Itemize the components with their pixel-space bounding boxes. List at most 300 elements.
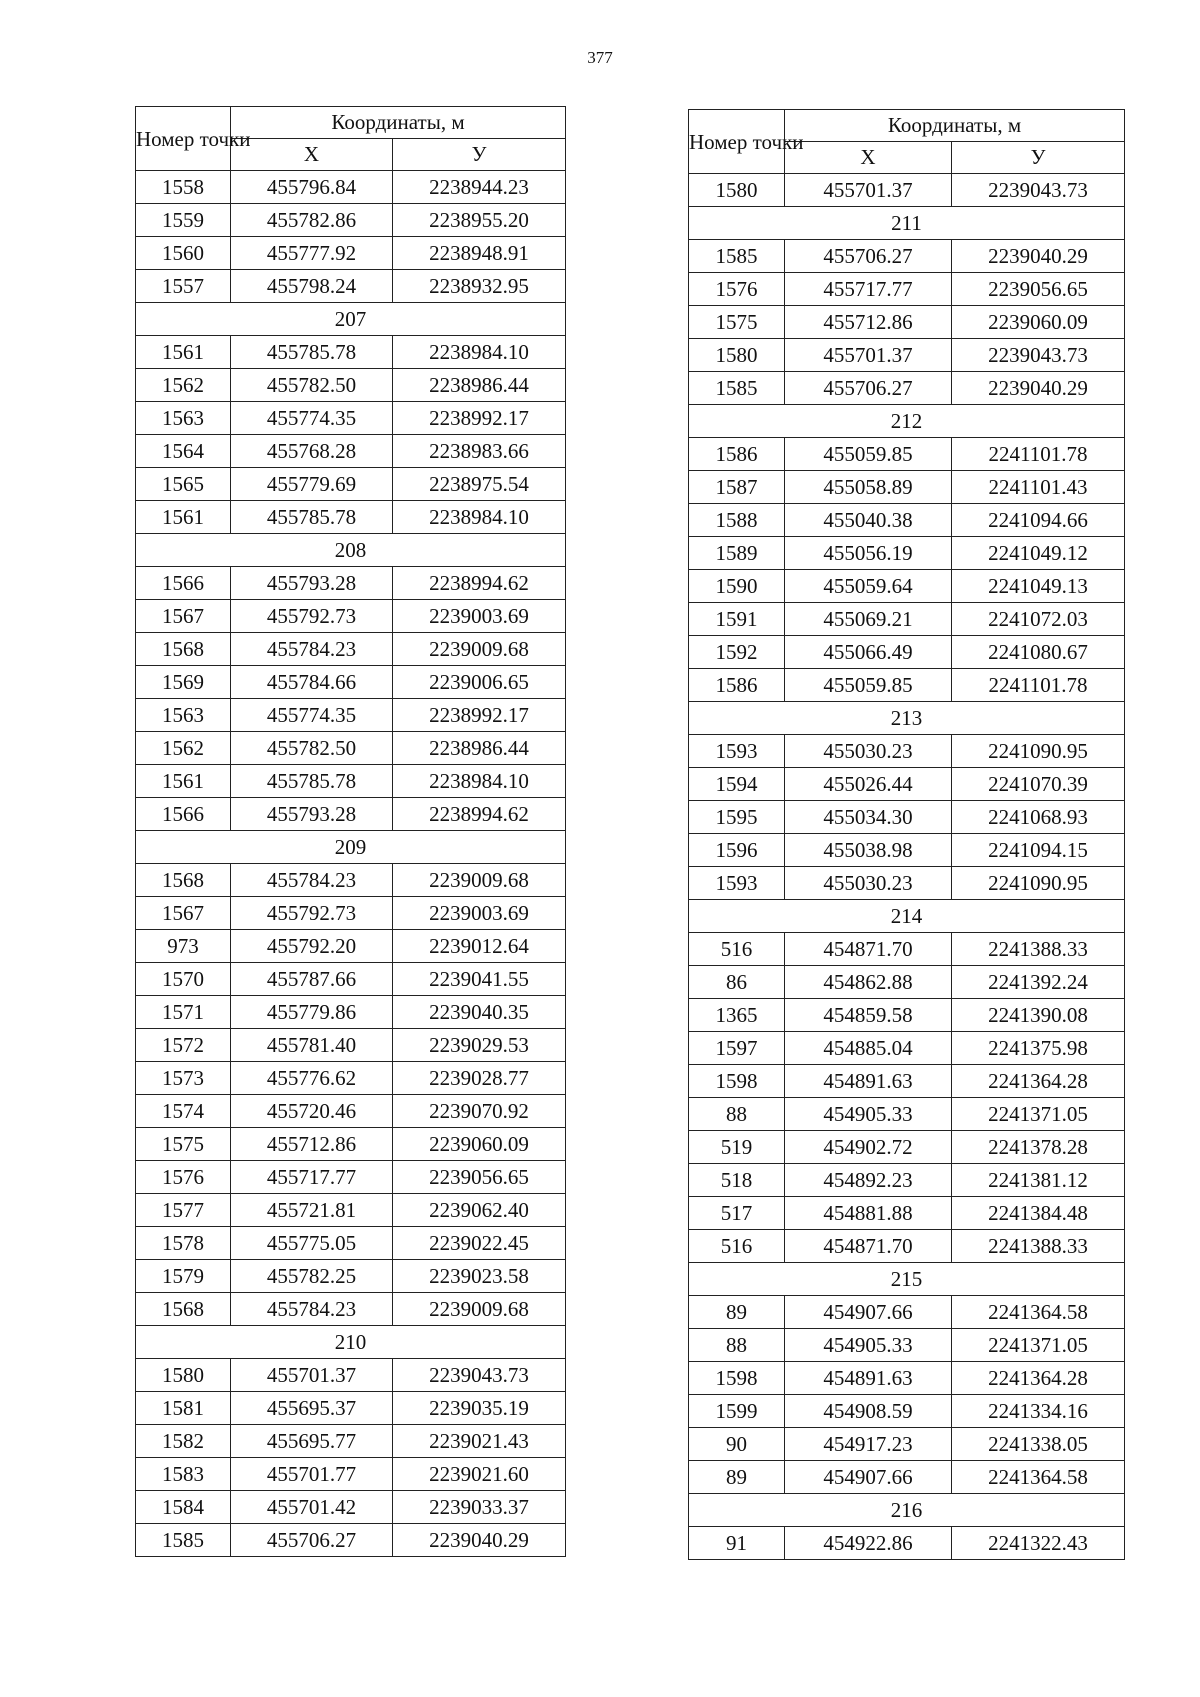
point-number-cell: 1562 bbox=[136, 369, 231, 402]
y-coordinate-cell: 2238955.20 bbox=[393, 204, 566, 237]
table-row bbox=[689, 273, 1125, 306]
section-number: 207 bbox=[136, 303, 566, 336]
table-row bbox=[689, 1527, 1125, 1560]
x-coordinate-cell: 455701.37 bbox=[785, 174, 952, 207]
x-coordinate-cell: 455712.86 bbox=[785, 306, 952, 339]
y-coordinate-cell: 2241364.28 bbox=[952, 1065, 1125, 1098]
y-coordinate-cell: 2241390.08 bbox=[952, 999, 1125, 1032]
x-coordinate-cell: 455040.38 bbox=[785, 504, 952, 537]
section-number: 214 bbox=[689, 900, 1125, 933]
point-number-cell: 91 bbox=[689, 1527, 785, 1560]
y-coordinate-cell: 2241364.58 bbox=[952, 1296, 1125, 1329]
y-coordinate-cell: 2241388.33 bbox=[952, 1230, 1125, 1263]
table-row bbox=[136, 897, 566, 930]
point-number-cell: 1593 bbox=[689, 735, 785, 768]
y-coordinate-cell: 2241322.43 bbox=[952, 1527, 1125, 1560]
table-row bbox=[136, 1260, 566, 1293]
y-coordinate-cell: 2241090.95 bbox=[952, 867, 1125, 900]
x-coordinate-cell: 455793.28 bbox=[231, 567, 393, 600]
y-coordinate-cell: 2241101.43 bbox=[952, 471, 1125, 504]
x-coordinate-cell: 455695.37 bbox=[231, 1392, 393, 1425]
table-row bbox=[136, 1161, 566, 1194]
section-row bbox=[136, 534, 566, 567]
x-coordinate-cell: 455776.62 bbox=[231, 1062, 393, 1095]
x-coordinate-cell: 455056.19 bbox=[785, 537, 952, 570]
point-number-cell: 1593 bbox=[689, 867, 785, 900]
x-coordinate-cell: 455785.78 bbox=[231, 336, 393, 369]
y-coordinate-cell: 2239006.65 bbox=[393, 666, 566, 699]
y-coordinate-cell: 2238932.95 bbox=[393, 270, 566, 303]
point-number-cell: 1365 bbox=[689, 999, 785, 1032]
table-row bbox=[689, 174, 1125, 207]
point-number-cell: 1559 bbox=[136, 204, 231, 237]
y-coordinate-cell: 2241090.95 bbox=[952, 735, 1125, 768]
x-coordinate-cell: 455701.37 bbox=[785, 339, 952, 372]
point-number-cell: 1558 bbox=[136, 171, 231, 204]
y-coordinate-cell: 2239043.73 bbox=[952, 174, 1125, 207]
y-coordinate-cell: 2238994.62 bbox=[393, 798, 566, 831]
point-number-cell: 1585 bbox=[689, 372, 785, 405]
table-row bbox=[136, 1095, 566, 1128]
point-number-cell: 1586 bbox=[689, 438, 785, 471]
x-coordinate-cell: 455030.23 bbox=[785, 867, 952, 900]
x-coordinate-cell: 455782.50 bbox=[231, 369, 393, 402]
point-number-cell: 1571 bbox=[136, 996, 231, 1029]
table-row bbox=[689, 1164, 1125, 1197]
point-number-cell: 1588 bbox=[689, 504, 785, 537]
x-coordinate-cell: 455030.23 bbox=[785, 735, 952, 768]
y-coordinate-cell: 2239040.29 bbox=[393, 1524, 566, 1557]
x-coordinate-cell: 455779.86 bbox=[231, 996, 393, 1029]
coordinates-table-left bbox=[135, 106, 566, 1557]
point-number-cell: 1573 bbox=[136, 1062, 231, 1095]
point-number-cell: 1595 bbox=[689, 801, 785, 834]
table-row bbox=[689, 1230, 1125, 1263]
point-number-cell: 1563 bbox=[136, 402, 231, 435]
point-number-cell: 518 bbox=[689, 1164, 785, 1197]
y-coordinate-cell: 2241068.93 bbox=[952, 801, 1125, 834]
x-coordinate-cell: 455798.24 bbox=[231, 270, 393, 303]
y-coordinate-cell: 2239021.43 bbox=[393, 1425, 566, 1458]
y-coordinate-cell: 2238994.62 bbox=[393, 567, 566, 600]
x-coordinate-cell: 455034.30 bbox=[785, 801, 952, 834]
point-number-cell: 88 bbox=[689, 1098, 785, 1131]
x-coordinate-cell: 454905.33 bbox=[785, 1098, 952, 1131]
table-row bbox=[136, 930, 566, 963]
section-row bbox=[136, 303, 566, 336]
table-row bbox=[689, 240, 1125, 273]
point-number-cell: 1576 bbox=[136, 1161, 231, 1194]
point-number-cell: 90 bbox=[689, 1428, 785, 1461]
table-row bbox=[136, 699, 566, 732]
x-coordinate-cell: 454871.70 bbox=[785, 933, 952, 966]
point-number-cell: 1563 bbox=[136, 699, 231, 732]
table-row bbox=[136, 1062, 566, 1095]
table-row bbox=[136, 1425, 566, 1458]
section-row bbox=[689, 702, 1125, 735]
y-coordinate-cell: 2239028.77 bbox=[393, 1062, 566, 1095]
x-coordinate-cell: 455701.42 bbox=[231, 1491, 393, 1524]
point-number-cell: 1578 bbox=[136, 1227, 231, 1260]
table-row bbox=[136, 1524, 566, 1557]
table-row bbox=[136, 1194, 566, 1227]
table-row bbox=[136, 402, 566, 435]
table-row bbox=[689, 1197, 1125, 1230]
y-coordinate-cell: 2239009.68 bbox=[393, 864, 566, 897]
y-coordinate-cell: 2239012.64 bbox=[393, 930, 566, 963]
x-coordinate-cell: 455706.27 bbox=[231, 1524, 393, 1557]
x-coordinate-cell: 454905.33 bbox=[785, 1329, 952, 1362]
y-coordinate-cell: 2241070.39 bbox=[952, 768, 1125, 801]
x-coordinate-cell: 455706.27 bbox=[785, 240, 952, 273]
point-number-cell: 1582 bbox=[136, 1425, 231, 1458]
point-number-cell: 1580 bbox=[136, 1359, 231, 1392]
table-row bbox=[689, 834, 1125, 867]
point-number-cell: 519 bbox=[689, 1131, 785, 1164]
point-number-cell: 89 bbox=[689, 1296, 785, 1329]
y-coordinate-cell: 2239060.09 bbox=[393, 1128, 566, 1161]
x-coordinate-cell: 455721.81 bbox=[231, 1194, 393, 1227]
point-number-cell: 1589 bbox=[689, 537, 785, 570]
y-coordinate-cell: 2241375.98 bbox=[952, 1032, 1125, 1065]
point-number-cell: 1572 bbox=[136, 1029, 231, 1062]
x-coordinate-cell: 455701.77 bbox=[231, 1458, 393, 1491]
y-coordinate-cell: 2241049.12 bbox=[952, 537, 1125, 570]
y-coordinate-cell: 2239022.45 bbox=[393, 1227, 566, 1260]
table-row bbox=[136, 963, 566, 996]
table-row bbox=[689, 636, 1125, 669]
y-header: У bbox=[393, 139, 566, 171]
x-coordinate-cell: 455784.23 bbox=[231, 864, 393, 897]
x-coordinate-cell: 454891.63 bbox=[785, 1362, 952, 1395]
point-number-cell: 1569 bbox=[136, 666, 231, 699]
point-number-cell: 1575 bbox=[689, 306, 785, 339]
point-number-cell: 1567 bbox=[136, 600, 231, 633]
point-number-cell: 1568 bbox=[136, 633, 231, 666]
point-number-cell: 516 bbox=[689, 1230, 785, 1263]
point-number-cell: 1564 bbox=[136, 435, 231, 468]
x-header: Х bbox=[231, 139, 393, 171]
table-row bbox=[136, 1293, 566, 1326]
y-coordinate-cell: 2238975.54 bbox=[393, 468, 566, 501]
point-number-cell: 1580 bbox=[689, 174, 785, 207]
x-coordinate-cell: 455026.44 bbox=[785, 768, 952, 801]
y-coordinate-cell: 2238984.10 bbox=[393, 501, 566, 534]
table-row bbox=[689, 537, 1125, 570]
point-number-cell: 86 bbox=[689, 966, 785, 999]
point-number-cell: 1581 bbox=[136, 1392, 231, 1425]
table-row bbox=[136, 369, 566, 402]
point-number-cell: 1585 bbox=[136, 1524, 231, 1557]
x-coordinate-cell: 455706.27 bbox=[785, 372, 952, 405]
x-coordinate-cell: 454907.66 bbox=[785, 1296, 952, 1329]
table-row bbox=[136, 1458, 566, 1491]
point-number-cell: 1584 bbox=[136, 1491, 231, 1524]
x-coordinate-cell: 455782.50 bbox=[231, 732, 393, 765]
point-number-cell: 1597 bbox=[689, 1032, 785, 1065]
table-row bbox=[689, 801, 1125, 834]
x-coordinate-cell: 455785.78 bbox=[231, 765, 393, 798]
x-coordinate-cell: 454902.72 bbox=[785, 1131, 952, 1164]
table-row bbox=[136, 435, 566, 468]
y-coordinate-cell: 2241384.48 bbox=[952, 1197, 1125, 1230]
x-coordinate-cell: 455792.20 bbox=[231, 930, 393, 963]
x-coordinate-cell: 455777.92 bbox=[231, 237, 393, 270]
table-row bbox=[689, 768, 1125, 801]
y-coordinate-cell: 2241381.12 bbox=[952, 1164, 1125, 1197]
table-row bbox=[689, 1098, 1125, 1131]
y-coordinate-cell: 2238992.17 bbox=[393, 402, 566, 435]
table-row bbox=[689, 1065, 1125, 1098]
y-coordinate-cell: 2241094.15 bbox=[952, 834, 1125, 867]
y-coordinate-cell: 2241371.05 bbox=[952, 1098, 1125, 1131]
y-coordinate-cell: 2239043.73 bbox=[393, 1359, 566, 1392]
table-row bbox=[689, 1329, 1125, 1362]
x-coordinate-cell: 455781.40 bbox=[231, 1029, 393, 1062]
y-coordinate-cell: 2238948.91 bbox=[393, 237, 566, 270]
y-coordinate-cell: 2241072.03 bbox=[952, 603, 1125, 636]
table-row bbox=[689, 933, 1125, 966]
y-coordinate-cell: 2238984.10 bbox=[393, 336, 566, 369]
point-number-cell: 1570 bbox=[136, 963, 231, 996]
point-number-cell: 1591 bbox=[689, 603, 785, 636]
y-header: У bbox=[952, 142, 1125, 174]
y-coordinate-cell: 2241334.16 bbox=[952, 1395, 1125, 1428]
y-coordinate-cell: 2239043.73 bbox=[952, 339, 1125, 372]
x-coordinate-cell: 454908.59 bbox=[785, 1395, 952, 1428]
x-coordinate-cell: 455720.46 bbox=[231, 1095, 393, 1128]
coordinates-table-right bbox=[688, 109, 1125, 1560]
point-number-cell: 1574 bbox=[136, 1095, 231, 1128]
point-number-cell: 1590 bbox=[689, 570, 785, 603]
y-coordinate-cell: 2239060.09 bbox=[952, 306, 1125, 339]
section-row bbox=[689, 1494, 1125, 1527]
table-row bbox=[136, 864, 566, 897]
x-coordinate-cell: 455784.66 bbox=[231, 666, 393, 699]
coordinates-header: Координаты, м bbox=[231, 107, 566, 139]
x-coordinate-cell: 454891.63 bbox=[785, 1065, 952, 1098]
table-row bbox=[136, 270, 566, 303]
y-coordinate-cell: 2239070.92 bbox=[393, 1095, 566, 1128]
point-number-cell: 1565 bbox=[136, 468, 231, 501]
point-number-cell: 1586 bbox=[689, 669, 785, 702]
point-number-cell: 1566 bbox=[136, 567, 231, 600]
y-coordinate-cell: 2239009.68 bbox=[393, 633, 566, 666]
point-number-header: Номер точки bbox=[136, 107, 231, 171]
table-row bbox=[136, 633, 566, 666]
point-number-cell: 1575 bbox=[136, 1128, 231, 1161]
table-row bbox=[136, 1128, 566, 1161]
table-row bbox=[136, 1359, 566, 1392]
x-coordinate-cell: 455058.89 bbox=[785, 471, 952, 504]
x-coordinate-cell: 455717.77 bbox=[231, 1161, 393, 1194]
x-coordinate-cell: 454917.23 bbox=[785, 1428, 952, 1461]
table-row bbox=[689, 570, 1125, 603]
point-number-cell: 1598 bbox=[689, 1362, 785, 1395]
y-coordinate-cell: 2238944.23 bbox=[393, 171, 566, 204]
point-number-cell: 973 bbox=[136, 930, 231, 963]
x-coordinate-cell: 455069.21 bbox=[785, 603, 952, 636]
x-coordinate-cell: 454907.66 bbox=[785, 1461, 952, 1494]
point-number-cell: 88 bbox=[689, 1329, 785, 1362]
table-row bbox=[136, 501, 566, 534]
point-number-cell: 1576 bbox=[689, 273, 785, 306]
point-number-cell: 1562 bbox=[136, 732, 231, 765]
table-row bbox=[136, 468, 566, 501]
section-row bbox=[689, 900, 1125, 933]
table-row bbox=[136, 204, 566, 237]
table-row bbox=[136, 171, 566, 204]
x-coordinate-cell: 455059.64 bbox=[785, 570, 952, 603]
point-number-header: Номер точки bbox=[689, 110, 785, 174]
x-coordinate-cell: 455717.77 bbox=[785, 273, 952, 306]
table-row bbox=[689, 1461, 1125, 1494]
table-row bbox=[136, 1491, 566, 1524]
x-coordinate-cell: 455787.66 bbox=[231, 963, 393, 996]
y-coordinate-cell: 2239040.35 bbox=[393, 996, 566, 1029]
table-row bbox=[136, 600, 566, 633]
y-coordinate-cell: 2239056.65 bbox=[393, 1161, 566, 1194]
point-number-cell: 1567 bbox=[136, 897, 231, 930]
x-coordinate-cell: 455066.49 bbox=[785, 636, 952, 669]
point-number-cell: 1585 bbox=[689, 240, 785, 273]
table-row bbox=[689, 372, 1125, 405]
section-row bbox=[689, 405, 1125, 438]
point-number-cell: 1561 bbox=[136, 765, 231, 798]
table-row bbox=[689, 1362, 1125, 1395]
y-coordinate-cell: 2241080.67 bbox=[952, 636, 1125, 669]
table-row bbox=[136, 1227, 566, 1260]
y-coordinate-cell: 2239033.37 bbox=[393, 1491, 566, 1524]
x-coordinate-cell: 455784.23 bbox=[231, 633, 393, 666]
y-coordinate-cell: 2239003.69 bbox=[393, 897, 566, 930]
x-coordinate-cell: 454871.70 bbox=[785, 1230, 952, 1263]
coordinates-header: Координаты, м bbox=[785, 110, 1125, 142]
x-coordinate-cell: 455059.85 bbox=[785, 438, 952, 471]
x-coordinate-cell: 454859.58 bbox=[785, 999, 952, 1032]
x-coordinate-cell: 455779.69 bbox=[231, 468, 393, 501]
section-number: 212 bbox=[689, 405, 1125, 438]
x-coordinate-cell: 454892.23 bbox=[785, 1164, 952, 1197]
table-row bbox=[136, 336, 566, 369]
y-coordinate-cell: 2239021.60 bbox=[393, 1458, 566, 1491]
y-coordinate-cell: 2238983.66 bbox=[393, 435, 566, 468]
x-coordinate-cell: 455784.23 bbox=[231, 1293, 393, 1326]
page-number: 377 bbox=[587, 48, 613, 67]
point-number-cell: 1568 bbox=[136, 1293, 231, 1326]
y-coordinate-cell: 2241101.78 bbox=[952, 438, 1125, 471]
y-coordinate-cell: 2241094.66 bbox=[952, 504, 1125, 537]
point-number-cell: 89 bbox=[689, 1461, 785, 1494]
y-coordinate-cell: 2239041.55 bbox=[393, 963, 566, 996]
point-number-cell: 1596 bbox=[689, 834, 785, 867]
y-coordinate-cell: 2239056.65 bbox=[952, 273, 1125, 306]
x-coordinate-cell: 455796.84 bbox=[231, 171, 393, 204]
table-row bbox=[689, 669, 1125, 702]
y-coordinate-cell: 2238986.44 bbox=[393, 732, 566, 765]
y-coordinate-cell: 2238984.10 bbox=[393, 765, 566, 798]
table-row bbox=[689, 735, 1125, 768]
y-coordinate-cell: 2239040.29 bbox=[952, 372, 1125, 405]
section-number: 213 bbox=[689, 702, 1125, 735]
y-coordinate-cell: 2241364.58 bbox=[952, 1461, 1125, 1494]
table-row bbox=[689, 438, 1125, 471]
y-coordinate-cell: 2239035.19 bbox=[393, 1392, 566, 1425]
table-row bbox=[689, 471, 1125, 504]
table-row bbox=[689, 339, 1125, 372]
y-coordinate-cell: 2238986.44 bbox=[393, 369, 566, 402]
y-coordinate-cell: 2241049.13 bbox=[952, 570, 1125, 603]
table-row bbox=[689, 1395, 1125, 1428]
x-coordinate-cell: 455774.35 bbox=[231, 402, 393, 435]
x-coordinate-cell: 454862.88 bbox=[785, 966, 952, 999]
x-coordinate-cell: 455793.28 bbox=[231, 798, 393, 831]
point-number-cell: 1592 bbox=[689, 636, 785, 669]
y-coordinate-cell: 2241371.05 bbox=[952, 1329, 1125, 1362]
x-coordinate-cell: 455038.98 bbox=[785, 834, 952, 867]
point-number-cell: 1561 bbox=[136, 336, 231, 369]
point-number-cell: 1598 bbox=[689, 1065, 785, 1098]
x-coordinate-cell: 454885.04 bbox=[785, 1032, 952, 1065]
y-coordinate-cell: 2241364.28 bbox=[952, 1362, 1125, 1395]
y-coordinate-cell: 2239009.68 bbox=[393, 1293, 566, 1326]
x-coordinate-cell: 455792.73 bbox=[231, 897, 393, 930]
table-row bbox=[689, 1428, 1125, 1461]
section-row bbox=[689, 1263, 1125, 1296]
y-coordinate-cell: 2239040.29 bbox=[952, 240, 1125, 273]
table-row bbox=[689, 1032, 1125, 1065]
y-coordinate-cell: 2238992.17 bbox=[393, 699, 566, 732]
table-row bbox=[689, 1131, 1125, 1164]
x-coordinate-cell: 455059.85 bbox=[785, 669, 952, 702]
y-coordinate-cell: 2239023.58 bbox=[393, 1260, 566, 1293]
y-coordinate-cell: 2241338.05 bbox=[952, 1428, 1125, 1461]
table-row bbox=[136, 1392, 566, 1425]
y-coordinate-cell: 2241392.24 bbox=[952, 966, 1125, 999]
x-coordinate-cell: 455785.78 bbox=[231, 501, 393, 534]
section-number: 208 bbox=[136, 534, 566, 567]
section-number: 210 bbox=[136, 1326, 566, 1359]
y-coordinate-cell: 2239029.53 bbox=[393, 1029, 566, 1062]
point-number-cell: 1561 bbox=[136, 501, 231, 534]
point-number-cell: 516 bbox=[689, 933, 785, 966]
point-number-cell: 1560 bbox=[136, 237, 231, 270]
section-row bbox=[136, 831, 566, 864]
x-coordinate-cell: 455782.25 bbox=[231, 1260, 393, 1293]
x-coordinate-cell: 455774.35 bbox=[231, 699, 393, 732]
table-row bbox=[136, 567, 566, 600]
point-number-cell: 1599 bbox=[689, 1395, 785, 1428]
point-number-cell: 1587 bbox=[689, 471, 785, 504]
table-row bbox=[136, 732, 566, 765]
y-coordinate-cell: 2241378.28 bbox=[952, 1131, 1125, 1164]
point-number-cell: 517 bbox=[689, 1197, 785, 1230]
section-number: 211 bbox=[689, 207, 1125, 240]
y-coordinate-cell: 2239062.40 bbox=[393, 1194, 566, 1227]
table-row bbox=[689, 1296, 1125, 1329]
table-row bbox=[136, 996, 566, 1029]
table-row bbox=[136, 666, 566, 699]
table-row bbox=[136, 1029, 566, 1062]
point-number-cell: 1580 bbox=[689, 339, 785, 372]
x-coordinate-cell: 455701.37 bbox=[231, 1359, 393, 1392]
section-row bbox=[136, 1326, 566, 1359]
x-coordinate-cell: 455695.77 bbox=[231, 1425, 393, 1458]
point-number-cell: 1566 bbox=[136, 798, 231, 831]
point-number-cell: 1583 bbox=[136, 1458, 231, 1491]
x-coordinate-cell: 455792.73 bbox=[231, 600, 393, 633]
table-row bbox=[689, 504, 1125, 537]
